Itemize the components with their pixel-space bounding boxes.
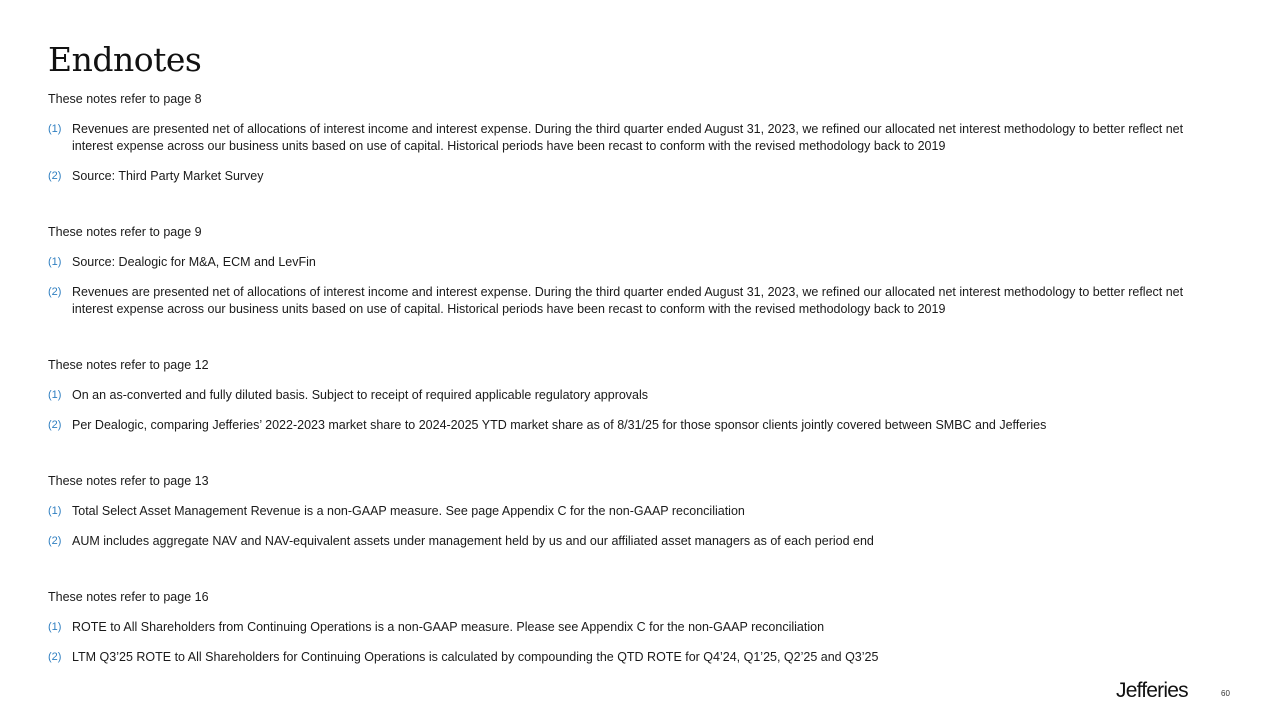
note-number: (2) — [48, 651, 62, 663]
endnote-item — [48, 254, 1208, 271]
note-text: ROTE to All Shareholders from Continuing Operations is a non-GAAP measure. Please see Appendix C for the non-GAAP reconciliation — [72, 620, 825, 634]
jefferies-logo: Jefferies — [1116, 679, 1188, 702]
endnote-section-page-16 — [48, 589, 1208, 666]
section-heading: These notes refer to page 13 — [48, 474, 209, 488]
note-text: Total Select Asset Management Revenue is a non-GAAP measure. See page Appendix C for the non-GAAP reconciliation — [72, 504, 745, 518]
endnote-item — [48, 121, 1208, 155]
endnote-item — [48, 533, 1208, 550]
note-text: Per Dealogic, comparing Jefferies’ 2022-2023 market share to 2024-2025 YTD market share as of 8/31/25 for those sponsor clients jointly covered between SMBC and Jefferies — [72, 418, 1047, 432]
note-text: Revenues are presented net of allocations of interest income and interest expense. During the third quarter ended August 31, 2023, we refined our allocated net interest methodology to better reflect net interest expense across our business units based on use of capital. Historical periods have been recast to conform with the revised methodology back to 2019 — [72, 285, 1184, 316]
note-text: Source: Third Party Market Survey — [72, 169, 264, 183]
note-number: (1) — [48, 123, 62, 135]
note-text: LTM Q3’25 ROTE to All Shareholders for Continuing Operations is calculated by compounding the QTD ROTE for Q4’24, Q1’25, Q2’25 and Q3’25 — [72, 650, 879, 664]
note-number: (1) — [48, 505, 62, 517]
section-heading: These notes refer to page 16 — [48, 590, 209, 604]
note-number: (2) — [48, 286, 62, 298]
endnote-section-page-13 — [48, 473, 1208, 550]
page-number: 60 — [1221, 689, 1230, 698]
note-text: AUM includes aggregate NAV and NAV-equivalent assets under management held by us and our affiliated asset managers as of each period end — [72, 534, 874, 548]
endnote-item — [48, 284, 1208, 318]
note-number: (2) — [48, 170, 62, 182]
endnote-section-page-8 — [48, 91, 1208, 185]
page-title: Endnotes — [48, 40, 202, 79]
section-heading: These notes refer to page 8 — [48, 92, 202, 106]
endnote-item — [48, 503, 1208, 520]
endnote-section-page-9 — [48, 224, 1208, 318]
note-text: Source: Dealogic for M&A, ECM and LevFin — [72, 255, 316, 269]
endnote-item — [48, 387, 1208, 404]
note-number: (2) — [48, 535, 62, 547]
note-number: (1) — [48, 389, 62, 401]
endnote-item — [48, 168, 1208, 185]
endnotes-list — [48, 91, 1208, 705]
note-text: On an as-converted and fully diluted basis. Subject to receipt of required applicable regulatory approvals — [72, 388, 649, 402]
section-heading: These notes refer to page 9 — [48, 225, 202, 239]
section-heading: These notes refer to page 12 — [48, 358, 209, 372]
endnote-item — [48, 417, 1208, 434]
endnote-section-page-12 — [48, 357, 1208, 434]
endnote-item — [48, 649, 1208, 666]
note-number: (1) — [48, 256, 62, 268]
note-text: Revenues are presented net of allocations of interest income and interest expense. During the third quarter ended August 31, 2023, we refined our allocated net interest methodology to better reflect net interest expense across our business units based on use of capital. Historical periods have been recast to conform with the revised methodology back to 2019 — [72, 122, 1184, 153]
note-number: (1) — [48, 621, 62, 633]
note-number: (2) — [48, 419, 62, 431]
endnote-item — [48, 619, 1208, 636]
